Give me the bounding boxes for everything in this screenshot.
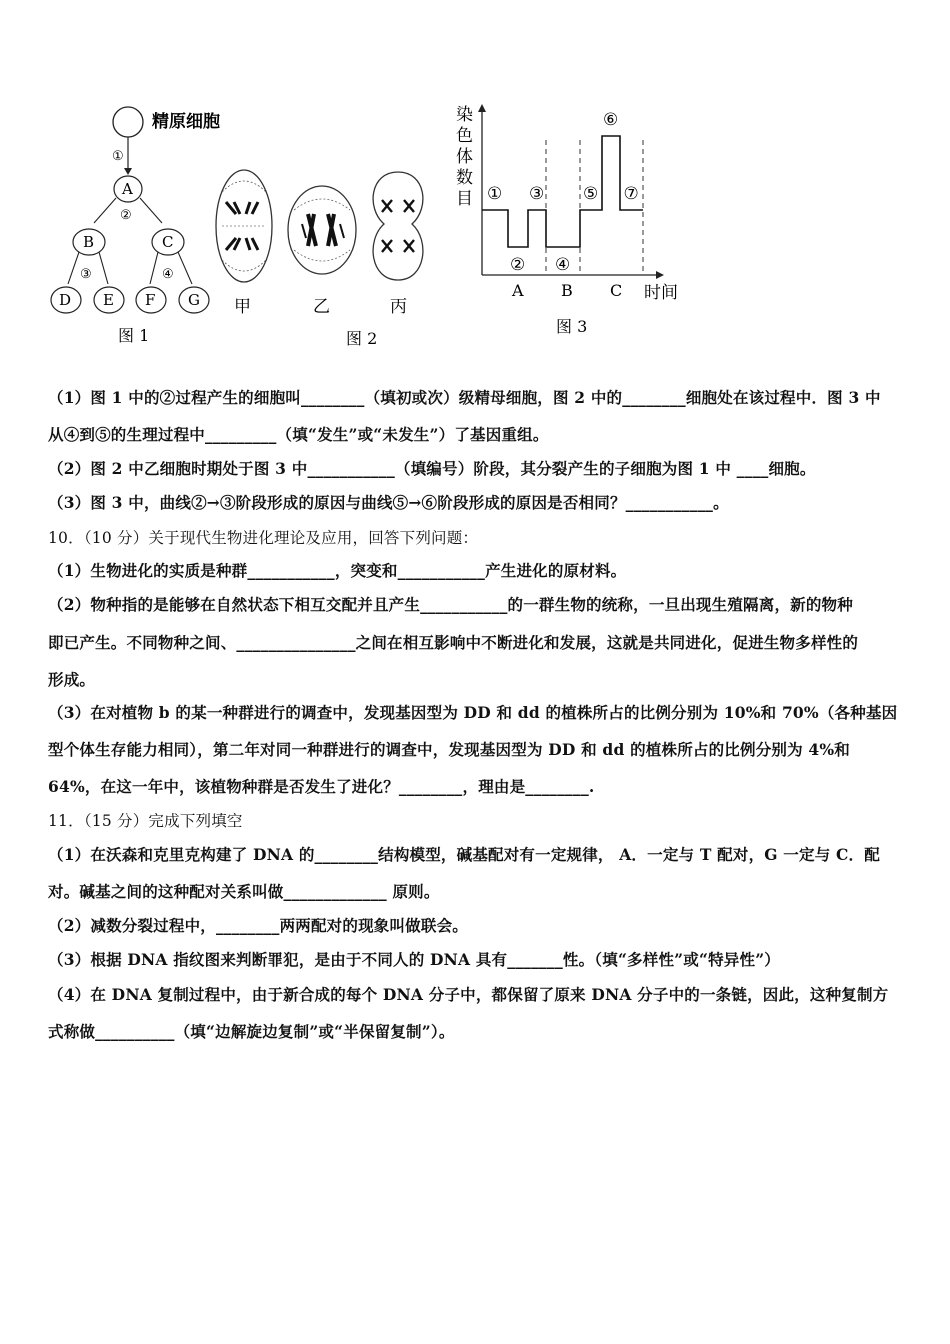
q10-3-line-1: （3）在对植物 b 的某一种群进行的调查中，发现基因型为 DD 和 dd 的植株所占的比例分别为 10%和 70%（各种基因: [48, 703, 898, 722]
cell-yi: [288, 186, 356, 317]
q10-3-line-3: 64%，在这一年中，该植物种群是否发生了进化？________，理由是________.: [48, 777, 595, 796]
chromosome-step-line: [482, 136, 643, 247]
fig1-node-E: E: [103, 291, 114, 309]
q10-2-line-1: （2）物种指的是能够在自然状态下相互交配并且产生___________的一群生物的统称，一旦出现生殖隔离，新的物种: [48, 595, 853, 614]
q11-2: （2）减数分裂过程中，________两两配对的现象叫做联会。: [48, 916, 468, 935]
figure-1-diagram: [44, 98, 234, 348]
q9-2: （2）图 2 中乙细胞时期处于图 3 中___________（填编号）阶段，其分裂产生的子细胞为图 1 中 ____细胞。: [48, 459, 816, 478]
fig1-top-label: 精原细胞: [152, 112, 220, 132]
cell-jia: [216, 170, 272, 317]
q10-2-line-2: 即已产生。不同物种之间、_______________之间在相互影响中不断进化和发展，这就是共同进化，促进生物多样性的: [48, 633, 859, 652]
ylabel-char: 数: [456, 168, 473, 188]
fig1-node-F: F: [145, 291, 156, 309]
ylabel-char: 染: [456, 105, 473, 125]
chromosome-chart: [452, 100, 692, 340]
fig1-step-2: ②: [120, 208, 132, 223]
fig1-step-4: ④: [162, 267, 174, 282]
stage-marker: ⑤: [583, 184, 599, 204]
stage-marker: ③: [529, 184, 545, 204]
figure-2-diagram: [212, 162, 432, 352]
stage-marker: ⑥: [603, 110, 619, 130]
stage-marker: ⑦: [623, 184, 639, 204]
stage-marker: ②: [510, 255, 526, 275]
x-tick-A: A: [512, 281, 524, 300]
series-layer: [482, 110, 643, 275]
q11-1-line-1: （1）在沃森和克里克构建了 DNA 的________结构模型，碱基配对有一定规律， A．一定与 T 配对，G 一定与 C．配: [48, 845, 880, 864]
fig1-step-1: ①: [112, 149, 124, 164]
x-label: 时间: [644, 283, 678, 303]
q10-1: （1）生物进化的实质是种群___________，突变和___________产生进化的原材料。: [48, 561, 627, 580]
fig1-node-A: A: [122, 180, 133, 198]
q10-header: 10．（10 分）关于现代生物进化理论及应用，回答下列问题：: [48, 529, 479, 547]
q9-1-line-2: 从④到⑤的生理过程中_________（填“发生”或“未发生”）了基因重组。: [48, 425, 549, 444]
fig2-caption: 图 2: [346, 329, 378, 348]
x-tick-B: B: [561, 281, 573, 300]
fig1-node-C: C: [162, 233, 174, 251]
stage-marker: ④: [555, 255, 571, 275]
fig1-node-D: D: [59, 291, 72, 309]
cell-label-jia: 甲: [234, 297, 251, 317]
q11-4-line-2: 式称做__________（填“边解旋边复制”或“半保留复制”）。: [48, 1022, 455, 1041]
x-tick-C: C: [610, 281, 623, 300]
fig1-caption: 图 1: [118, 326, 150, 345]
cell-label-yi: 乙: [313, 297, 330, 317]
fig3-caption: 图 3: [556, 317, 588, 336]
fig1-node-B: B: [83, 233, 95, 251]
stage-marker: ①: [487, 184, 503, 204]
ylabel-char: 目: [456, 189, 473, 209]
q9-3: （3）图 3 中，曲线②→③阶段形成的原因与曲线⑤→⑥阶段形成的原因是否相同？___________。: [48, 493, 729, 512]
figure-2: [212, 162, 432, 352]
q10-2-line-3: 形成。: [48, 670, 96, 689]
ylabel-char: 体: [456, 147, 473, 167]
fig1-node-G: G: [188, 291, 200, 309]
cell-label-bing: 丙: [390, 297, 407, 317]
fig1-step-3: ③: [80, 267, 92, 282]
figure-1: [44, 98, 234, 348]
figure-3: [452, 100, 692, 340]
q11-header: 11．（15 分）完成下列填空: [48, 812, 243, 830]
ylabel-char: 色: [456, 126, 473, 146]
q10-3-line-2: 型个体生存能力相同），第二年对同一种群进行的调查中，发现基因型为 DD 和 dd 的植株所占的比例分别为 4%和: [48, 740, 851, 759]
q11-1-line-2: 对。碱基之间的这种配对关系叫做_____________ 原则。: [48, 882, 440, 901]
q11-3: （3）根据 DNA 指纹图来判断罪犯，是由于不同人的 DNA 具有_______性。（填“多样性”或“特异性”）: [48, 950, 781, 969]
q9-1-line-1: （1）图 1 中的②过程产生的细胞叫________（填初或次）级精母细胞，图 2 中的________细胞处在该过程中．图 3 中: [48, 388, 881, 407]
q11-4-line-1: （4）在 DNA 复制过程中，由于新合成的每个 DNA 分子中，都保留了原来 DNA 分子中的一条链，因此，这种复制方: [48, 985, 889, 1004]
cell-bing: [373, 172, 423, 317]
